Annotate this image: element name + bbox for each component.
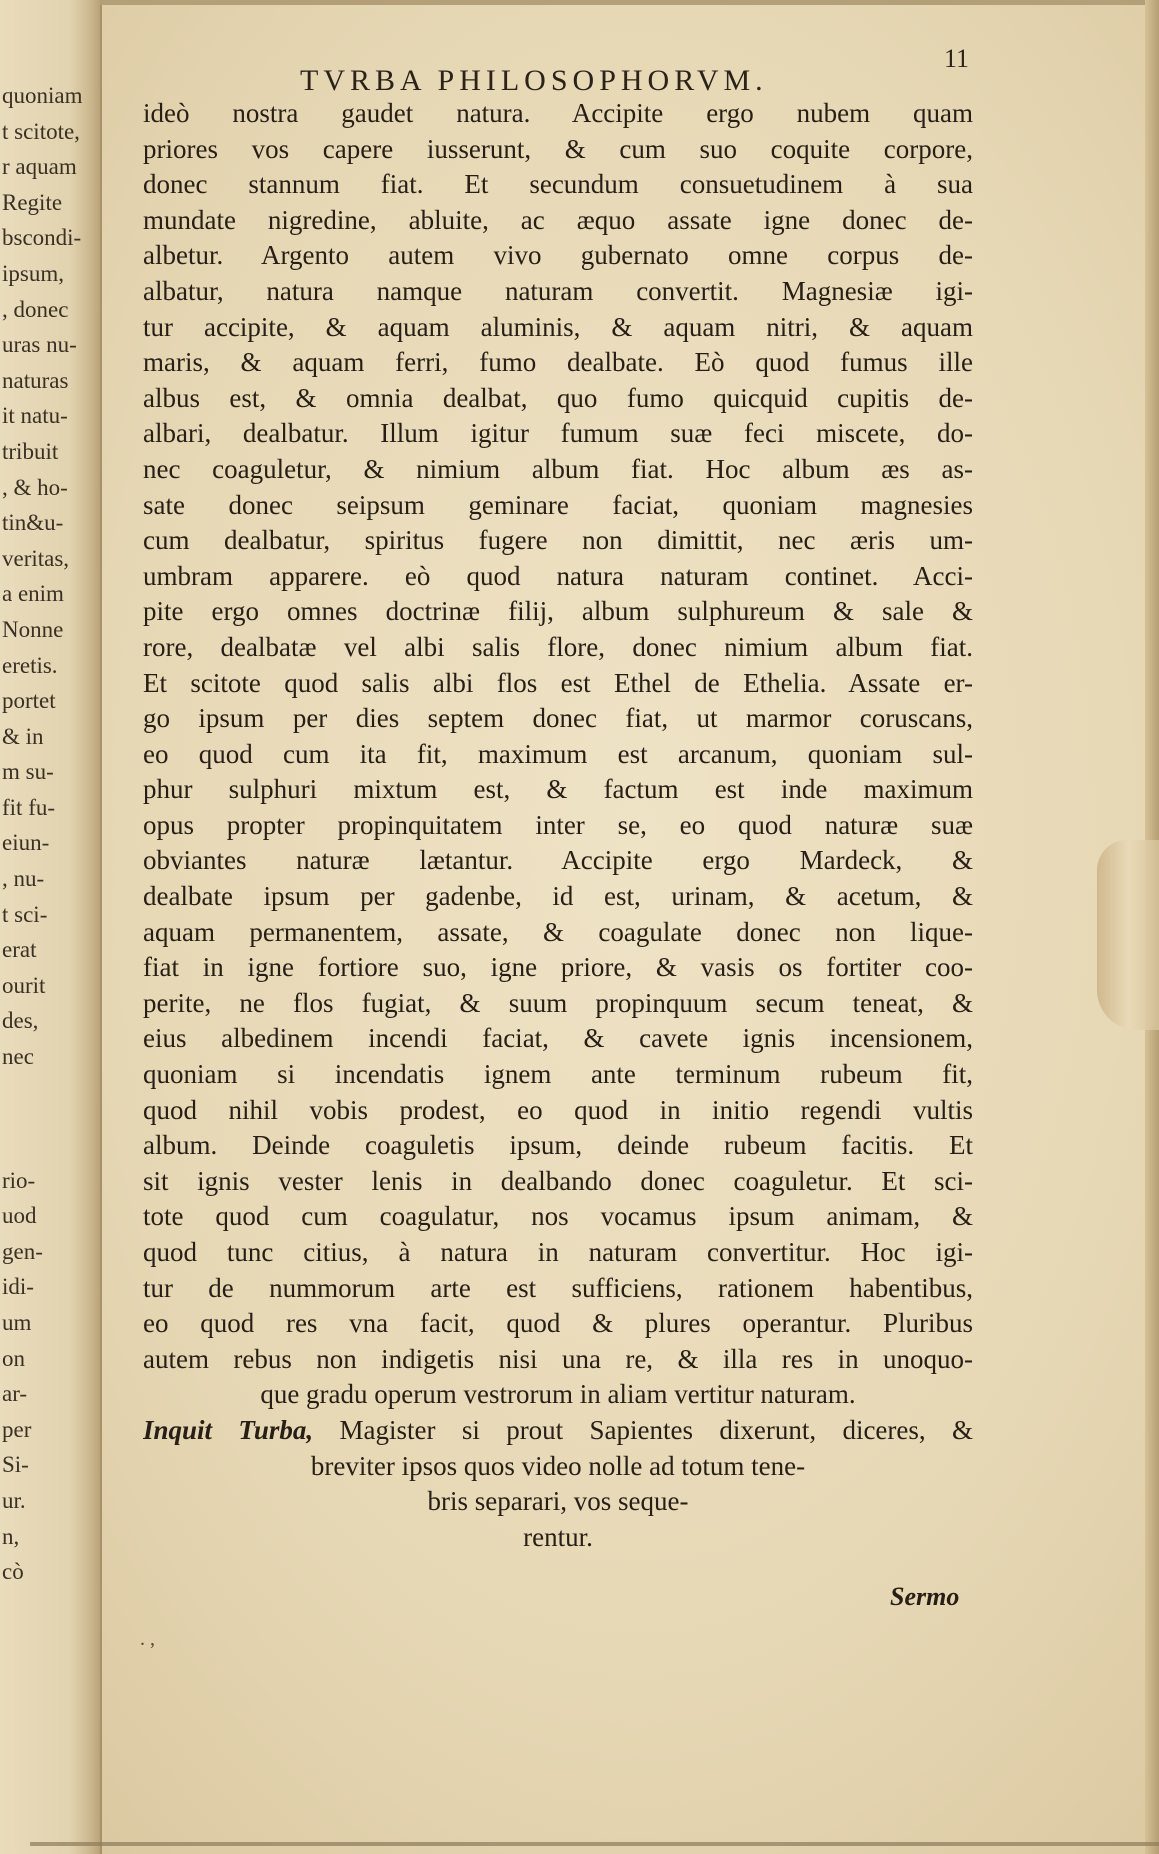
text-line: bris separari, vos seque-	[427, 1486, 689, 1517]
margin-fragment: des,	[2, 1008, 39, 1034]
text-line-part: Magister si prout Sapientes dixerunt, diceres, &	[313, 1414, 973, 1445]
margin-fragment: idi-	[2, 1274, 34, 1300]
facing-page-edge	[0, 0, 102, 1854]
facing-page-fragments	[2, 78, 94, 1590]
margin-fragment: , donec	[2, 296, 69, 322]
margin-fragment: & in	[2, 723, 44, 749]
margin-fragment: m su-	[2, 759, 54, 785]
margin-fragment: eiun-	[2, 830, 50, 856]
margin-fragment: fit fu-	[2, 794, 56, 820]
text-line: quod nihil vobis prodest, eo quod in initio regendi vultis	[143, 1094, 973, 1125]
margin-fragment: veritas,	[2, 545, 70, 571]
margin-fragment: nec	[2, 1044, 34, 1070]
text-line: tur accipite, & aquam aluminis, & aquam nitri, & aquam	[143, 311, 973, 342]
main-text-block	[143, 96, 973, 1555]
margin-fragment: n,	[2, 1523, 20, 1549]
text-line: dealbate ipsum per gadenbe, id est, urinam, & acetum, &	[143, 881, 973, 912]
ink-specks: . ,	[140, 1628, 155, 1650]
text-line: aquam permanentem, assate, & coagulate donec non lique-	[143, 916, 973, 947]
text-line: perite, ne flos fugiat, & suum propinquum secum teneat, &	[143, 987, 973, 1018]
text-line: albetur. Argento autem vivo gubernato omne corpus de-	[143, 240, 973, 271]
text-line: albari, dealbatur. Illum igitur fumum suæ feci miscete, do-	[143, 418, 973, 449]
text-line: fiat in igne fortiore suo, igne priore, & vasis os fortiter coo-	[143, 952, 973, 983]
text-line: pite ergo omnes doctrinæ filij, album sulphureum & sale &	[143, 596, 973, 627]
margin-fragment: eretis.	[2, 652, 58, 678]
text-line-part: que gradu operum vestrorum in aliam vertitur naturam.	[260, 1379, 856, 1410]
text-line: breviter ipsos quos video nolle ad totum tene-	[310, 1450, 806, 1481]
margin-fragment: Nonne	[2, 616, 64, 642]
text-line: albus est, & omnia dealbat, quo fumo quicquid cupitis de-	[143, 382, 973, 413]
text-line	[143, 1413, 973, 1449]
margin-fragment: Si-	[2, 1452, 29, 1478]
running-title: TVRBA PHILOSOPHORVM.	[300, 64, 768, 97]
text-line: rentur.	[523, 1521, 593, 1552]
text-line: go ipsum per dies septem donec fiat, ut marmor coruscans,	[143, 703, 973, 734]
text-line: quod tunc citius, à natura in naturam convertitur. Hoc igi-	[143, 1237, 973, 1267]
text-line: sate donec seipsum geminare faciat, quoniam magnesies	[143, 489, 973, 520]
text-line: album. Deinde coaguletis ipsum, deinde rubeum facitis. Et	[143, 1130, 973, 1161]
text-line: ideò nostra gaudet natura. Accipite ergo nubem quam	[143, 98, 973, 128]
text-line: obviantes naturæ lætantur. Accipite ergo Mardeck, &	[143, 845, 973, 876]
margin-fragment: cò	[2, 1559, 24, 1585]
margin-fragment: r aquam	[2, 154, 77, 180]
margin-fragment: ipsum,	[2, 260, 64, 286]
text-line: phur sulphuri mixtum est, & factum est inde maximum	[143, 774, 973, 805]
text-line: opus propter propinquitatem inter se, eo quod naturæ suæ	[143, 809, 973, 840]
margin-fragment: gen-	[2, 1238, 43, 1264]
page-number: 11	[944, 44, 970, 73]
margin-fragment: a enim	[2, 581, 64, 607]
margin-fragment: , nu-	[2, 866, 45, 892]
margin-fragment: ar-	[2, 1381, 28, 1407]
text-line: eius albedinem incendi faciat, & cavete ignis incensionem,	[143, 1023, 973, 1054]
text-line: umbram apparere. eò quod natura naturam continet. Acci-	[143, 560, 973, 591]
text-line: tur de nummorum arte est sufficiens, rationem habentibus,	[143, 1272, 973, 1303]
margin-fragment: portet	[2, 688, 56, 714]
speaker-italic: Inquit Turba,	[143, 1414, 314, 1445]
catchword: Sermo	[890, 1582, 960, 1611]
margin-fragment: tribuit	[2, 438, 59, 464]
text-line: eo quod res vna facit, quod & plures operantur. Pluribus	[143, 1308, 973, 1339]
text-line: albatur, natura namque naturam convertit. Magnesiæ igi-	[143, 275, 973, 306]
margin-fragment: um	[2, 1310, 32, 1335]
margin-fragment: ur.	[2, 1487, 26, 1513]
text-line: cum dealbatur, spiritus fugere non dimittit, nec æris um-	[143, 525, 973, 556]
text-line: maris, & aquam ferri, fumo dealbate. Eò quod fumus ille	[143, 347, 973, 378]
text-line: nec coaguletur, & nimium album fiat. Hoc album æs as-	[143, 453, 973, 484]
margin-fragment: tin&u-	[2, 510, 64, 536]
margin-fragment: uras nu-	[2, 332, 77, 358]
text-line: donec stannum fiat. Et secundum consuetudinem à sua	[143, 169, 973, 200]
bottom-border	[30, 1842, 1159, 1846]
text-line: autem rebus non indigetis nisi una re, & illa res in unoquo-	[143, 1343, 973, 1374]
margin-fragment: uod	[2, 1203, 37, 1229]
text-line	[143, 1377, 973, 1413]
margin-fragment: rio-	[2, 1167, 36, 1193]
text-line: sit ignis vester lenis in dealbando donec coaguletur. Et sci-	[143, 1165, 973, 1196]
margin-gap	[2, 1075, 94, 1163]
margin-fragment: per	[2, 1416, 32, 1442]
margin-fragment: , & ho-	[2, 474, 68, 500]
paper-tab	[1097, 840, 1159, 1030]
margin-fragment: ourit	[2, 972, 46, 998]
margin-fragment: bscondi-	[2, 225, 82, 251]
margin-fragment: Regite	[2, 189, 63, 215]
margin-fragment: naturas	[2, 367, 69, 393]
margin-fragment: t sci-	[2, 901, 48, 927]
text-line: mundate nigredine, abluite, ac æquo assate igne donec de-	[143, 204, 973, 235]
margin-fragment: it natu-	[2, 403, 68, 429]
text-line: rore, dealbatæ vel albi salis flore, donec nimium album fiat.	[143, 631, 973, 662]
margin-fragment: quoniam	[2, 83, 83, 108]
top-border	[100, 0, 1159, 5]
text-line: quoniam si incendatis ignem ante terminum rubeum fit,	[143, 1059, 973, 1090]
text-line: Et scitote quod salis albi flos est Ethel de Ethelia. Assate er-	[143, 667, 973, 698]
text-line: eo quod cum ita fit, maximum est arcanum, quoniam sul-	[143, 738, 973, 769]
text-line: priores vos capere iusserunt, & cum suo coquite corpore,	[143, 133, 973, 164]
margin-fragment: t scitote,	[2, 118, 80, 144]
margin-fragment: on	[2, 1345, 25, 1371]
text-line: tote quod cum coagulatur, nos vocamus ipsum animam, &	[143, 1201, 973, 1232]
margin-fragment: erat	[2, 937, 37, 963]
